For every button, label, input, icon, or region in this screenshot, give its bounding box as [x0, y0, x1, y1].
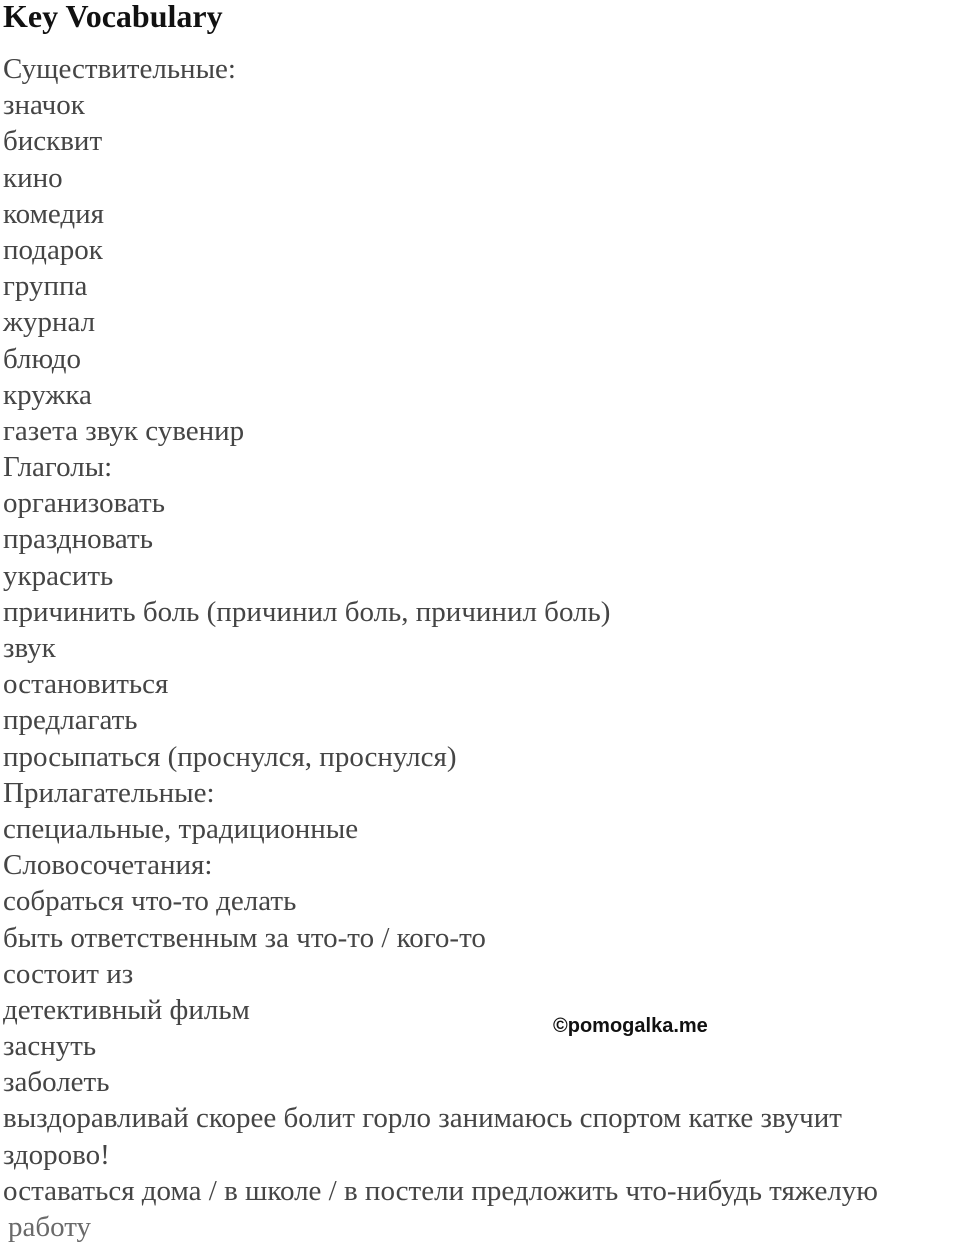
watermark: ©pomogalka.me: [553, 1015, 708, 1037]
vocabulary-line: украсить: [3, 559, 114, 592]
vocabulary-line: предлагать: [3, 704, 138, 737]
vocabulary-line: газета звук сувенир: [3, 414, 245, 447]
vocabulary-line: бисквит: [3, 125, 103, 158]
vocabulary-line: кино: [3, 161, 63, 194]
vocabulary-line: быть ответственным за что-то / кого-то: [3, 921, 486, 954]
section-heading-verbs: Глаголы:: [3, 451, 113, 484]
vocabulary-line: собраться что-то делать: [3, 885, 297, 918]
section-heading-adjectives: Прилагательные:: [3, 776, 215, 809]
vocabulary-line: просыпаться (проснулся, проснулся): [3, 740, 457, 773]
vocabulary-line: здорово!: [3, 1138, 110, 1171]
vocabulary-line: комедия: [3, 197, 105, 230]
vocabulary-line: кружка: [3, 378, 92, 411]
page-title: Key Vocabulary: [3, 0, 223, 34]
vocabulary-line: журнал: [3, 306, 96, 339]
vocabulary-line: организовать: [3, 487, 165, 520]
vocabulary-line: остановиться: [3, 668, 169, 701]
vocabulary-line: причинить боль (причинил боль, причинил боль): [3, 595, 611, 628]
vocabulary-line: подарок: [3, 233, 103, 266]
section-heading-phrases: Словосочетания:: [3, 849, 213, 882]
vocabulary-list: [3, 51, 878, 1245]
vocabulary-line: блюдо: [3, 342, 81, 375]
vocabulary-line: работу: [8, 1211, 92, 1243]
vocabulary-line: заболеть: [3, 1066, 110, 1099]
section-heading-nouns: Существительные:: [3, 53, 236, 85]
vocabulary-line: оставаться дома / в школе / в постели предложить что-нибудь тяжелую: [3, 1174, 878, 1207]
vocabulary-line: заснуть: [3, 1030, 97, 1063]
vocabulary-line: специальные, традиционные: [3, 812, 359, 845]
vocabulary-line: звук: [3, 632, 56, 664]
vocabulary-line: праздновать: [3, 523, 153, 556]
vocabulary-line: состоит из: [3, 957, 134, 990]
vocabulary-line: группа: [3, 270, 88, 303]
vocabulary-line: выздоравливай скорее болит горло занимаюсь спортом катке звучит: [3, 1102, 842, 1135]
vocabulary-line: детективный фильм: [3, 993, 250, 1026]
vocabulary-line: значок: [3, 89, 85, 122]
